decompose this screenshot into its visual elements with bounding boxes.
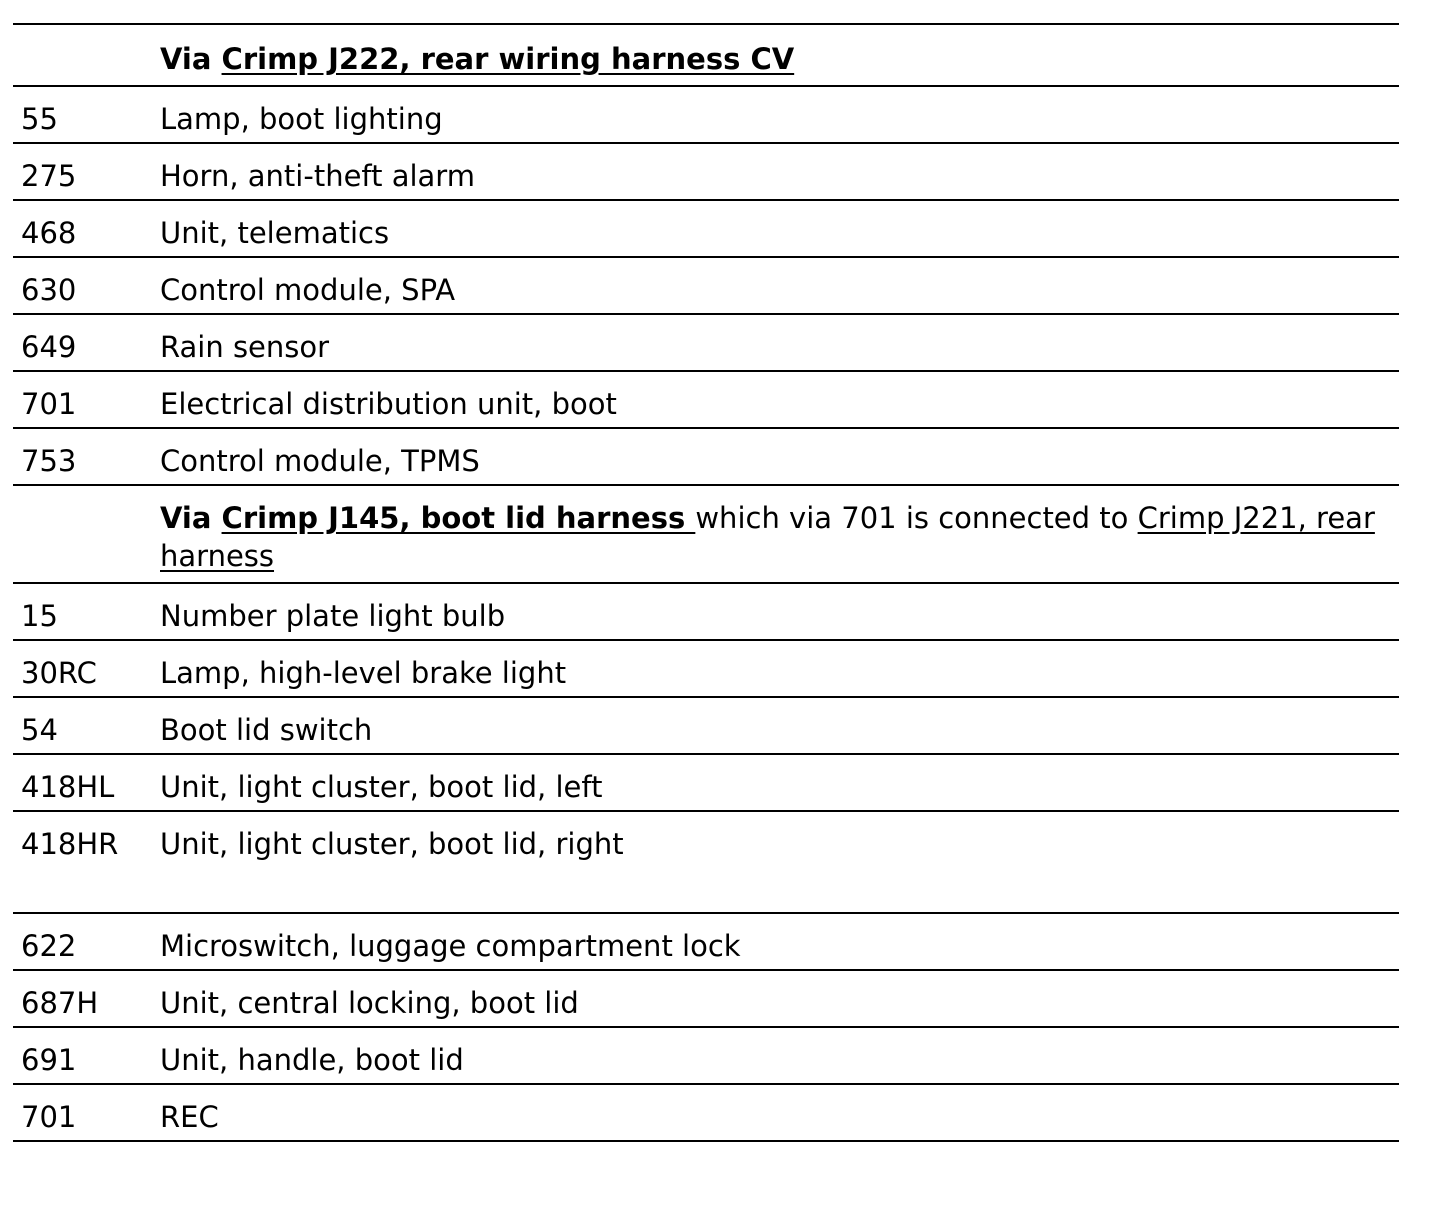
component-code: 691: [13, 1027, 160, 1084]
component-description: Lamp, boot lighting: [160, 86, 1399, 143]
table-row: [13, 583, 1399, 640]
table-row: [13, 86, 1399, 143]
component-code: 622: [13, 913, 160, 970]
component-description: Unit, light cluster, boot lid, right: [160, 811, 1399, 913]
component-description: Control module, SPA: [160, 257, 1399, 314]
table-row: [13, 1084, 1399, 1141]
section-heading: [160, 24, 1399, 86]
empty-code-cell: [13, 485, 160, 583]
component-code: 701: [13, 371, 160, 428]
component-description: Rain sensor: [160, 314, 1399, 371]
heading-prefix: Via: [160, 42, 222, 76]
table-row: [13, 970, 1399, 1027]
component-code: 54: [13, 697, 160, 754]
table-row: [13, 640, 1399, 697]
table-row: [13, 913, 1399, 970]
component-description: Unit, telematics: [160, 200, 1399, 257]
component-code: 418HL: [13, 754, 160, 811]
table-row: [13, 1027, 1399, 1084]
table-row: [13, 697, 1399, 754]
component-code: 701: [13, 1084, 160, 1141]
section-heading-row: [13, 24, 1399, 86]
component-code: 630: [13, 257, 160, 314]
table-row: [13, 811, 1399, 913]
empty-code-cell: [13, 24, 160, 86]
table-row: [13, 754, 1399, 811]
component-code: 30RC: [13, 640, 160, 697]
component-code: 753: [13, 428, 160, 485]
component-code: 15: [13, 583, 160, 640]
table-row: [13, 200, 1399, 257]
component-code: 687H: [13, 970, 160, 1027]
component-code: 55: [13, 86, 160, 143]
table-row: [13, 257, 1399, 314]
component-description: Unit, central locking, boot lid: [160, 970, 1399, 1027]
component-code: 649: [13, 314, 160, 371]
component-code: 468: [13, 200, 160, 257]
component-description: Control module, TPMS: [160, 428, 1399, 485]
table-row: [13, 314, 1399, 371]
section-heading-row: [13, 485, 1399, 583]
component-description: Lamp, high-level brake light: [160, 640, 1399, 697]
component-code: 418HR: [13, 811, 160, 913]
component-code: 275: [13, 143, 160, 200]
heading-prefix: Via: [160, 501, 222, 535]
table-row: [13, 428, 1399, 485]
harness-link[interactable]: Crimp J145, boot lid harness: [221, 501, 696, 535]
heading-middle-text: which via 701 is connected to: [695, 501, 1138, 535]
table-row: [13, 143, 1399, 200]
component-description: Unit, handle, boot lid: [160, 1027, 1399, 1084]
table-row: [13, 371, 1399, 428]
harness-link[interactable]: Crimp J222, rear wiring harness CV: [221, 42, 795, 76]
component-description: Unit, light cluster, boot lid, left: [160, 754, 1399, 811]
connected-harness-link[interactable]: Crimp J221, rear harness: [160, 501, 1375, 573]
component-description: Electrical distribution unit, boot: [160, 371, 1399, 428]
component-description: REC: [160, 1084, 1399, 1141]
connector-table: [13, 23, 1399, 1142]
component-description: Number plate light bulb: [160, 583, 1399, 640]
component-description: Microswitch, luggage compartment lock: [160, 913, 1399, 970]
component-description: Horn, anti-theft alarm: [160, 143, 1399, 200]
component-description: Boot lid switch: [160, 697, 1399, 754]
section-heading: [160, 485, 1399, 583]
